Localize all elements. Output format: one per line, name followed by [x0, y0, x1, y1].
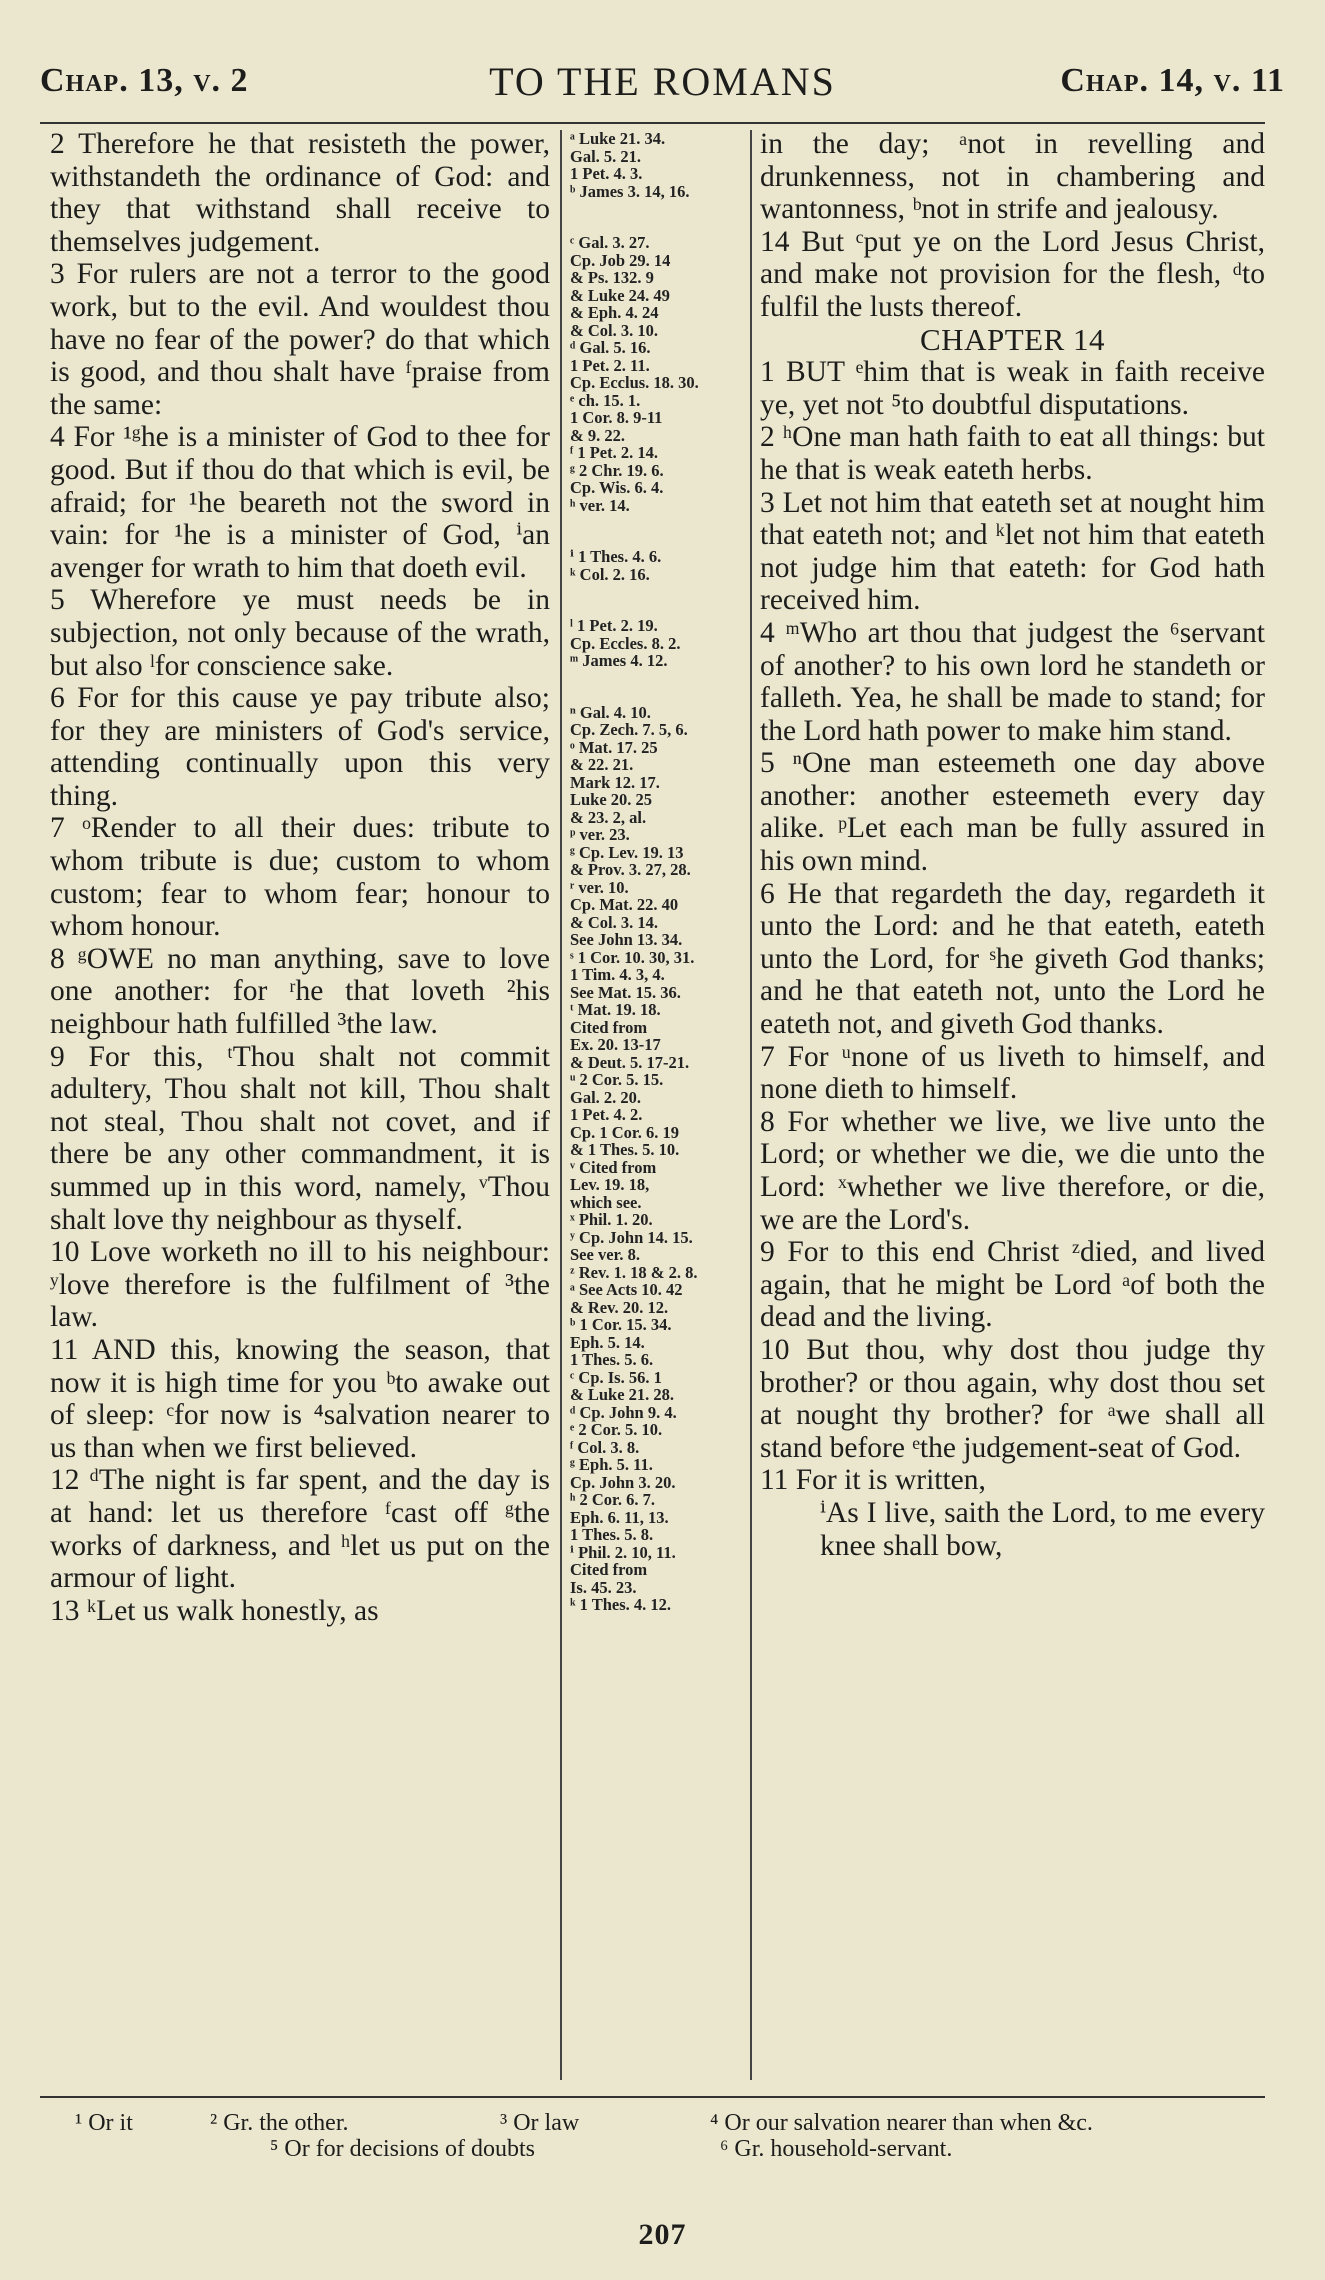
cross-reference: ᵉ ch. 15. 1. 1 Cor. 8. 9-11 & 9. 22.: [570, 390, 663, 445]
cross-reference: ᵘ 2 Cor. 5. 15. Gal. 2. 20. 1 Pet. 4. 2. Cp. 1 Cor. 6. 19 & 1 Thes. 5. 10.: [570, 1070, 680, 1159]
cross-reference: ˢ 1 Cor. 10. 30, 31. 1 Tim. 4. 3, 4. See Mat. 15. 36.: [570, 947, 695, 1002]
verse: 2 Therefore he that resisteth the power, withstandeth the ordinance of God: and they that withstand shall receive to themselves judgement.: [50, 128, 550, 258]
verse: 11 AND this, knowing the season, that now it is high time for you ᵇto awake out of sleep: ᶜfor now is ⁴salvation nearer to us than when we first believed.: [50, 1333, 550, 1464]
verse: 8 ᵍOWE no man anything, save to love one another: for ʳhe that loveth ²his neighbour hath fulfilled ³the law.: [50, 942, 550, 1041]
cross-reference: ᵈ Gal. 5. 16. 1 Pet. 2. 11. Cp. Ecclus. 18. 30.: [570, 338, 699, 392]
verse: 5 Wherefore ye must needs be in subjection, not only because of the wrath, but also ˡfor conscience sake.: [50, 584, 550, 682]
cross-reference: ᵍ Cp. Lev. 19. 13 & Prov. 3. 27, 28.: [570, 842, 691, 879]
cross-reference: ᵍ 2 Chr. 19. 6. Cp. Wis. 6. 4.: [570, 460, 664, 497]
verse: 11 For it is written,: [760, 1464, 986, 1497]
verse: 10 Love worketh no ill to his neighbour: ʸlove therefore is the fulfilment of ³the law.: [50, 1236, 550, 1334]
cross-reference-column: [560, 130, 752, 2080]
verse: 2 ʰOne man hath faith to eat all things: but he that is weak eateth herbs.: [760, 421, 1265, 486]
cross-reference: ᵒ Mat. 17. 25 & 22. 21. Mark 12. 17. Luke 20. 25 & 23. 2, al.: [570, 737, 660, 827]
verse: ⁱAs I live, saith the Lord, to me every knee shall bow,: [820, 1496, 1265, 1562]
footnote: ⁴ Or our salvation nearer than when &c.: [710, 2110, 1093, 2136]
cross-reference: ʰ 2 Cor. 6. 7. Eph. 6. 11, 13. 1 Thes. 5. 8.: [570, 1490, 669, 1544]
running-head-title: TO THE ROMANS: [489, 59, 836, 104]
verse: 3 Let not him that eateth set at nought him that eateth not; and ᵏlet not him that eateth not judge him that eateth: for God hath received him.: [760, 486, 1265, 617]
chapter-heading: CHAPTER 14: [920, 321, 1105, 357]
page-number: 207: [638, 2218, 687, 2251]
running-head: [40, 58, 1285, 110]
verse: 14 But ᶜput ye on the Lord Jesus Christ, and make not provision for the flesh, ᵈto fulfil the lusts thereof.: [760, 225, 1265, 323]
footnote: ¹ Or it: [75, 2110, 133, 2136]
verse: 8 For whether we live, we live unto the Lord; or whether we die, we die unto the Lord: ˣwhether we live therefore, or die, we are the Lord's.: [760, 1105, 1265, 1236]
footnote-rule: [40, 2096, 1265, 2098]
verse: 9 For to this end Christ ᶻdied, and lived again, that he might be Lord ᵃof both the dead and the living.: [760, 1236, 1265, 1334]
verse: 9 For this, ᵗThou shalt not commit adultery, Thou shalt not kill, Thou shalt not steal, Thou shalt not covet, and if there be any other commandment, it is summed up in this word, namely, ᵛThou shalt love thy neighbour as thyself.: [50, 1040, 550, 1236]
verse: 10 But thou, why dost thou judge thy brother? or thou again, why dost thou set at nought thy brother? for ᵃwe shall all stand before ᵉthe judgement-seat of God.: [760, 1333, 1265, 1464]
left-text-column: [50, 128, 550, 2078]
running-head-left: Chap. 13, v. 2: [40, 62, 249, 99]
cross-reference: ˣ Phil. 1. 20.: [570, 1210, 653, 1229]
cross-reference: ᵃ Luke 21. 34. Gal. 5. 21. 1 Pet. 4. 3.: [570, 130, 666, 183]
footnote: ⁶ Gr. household-servant.: [720, 2136, 953, 2162]
right-text-column: [760, 128, 1265, 2018]
cross-reference: ʰ ver. 14.: [570, 495, 630, 515]
cross-reference: ᵇ 1 Cor. 15. 34. Eph. 5. 14. 1 Thes. 5. 6.: [570, 1315, 672, 1369]
cross-reference: ᵍ Eph. 5. 11. Cp. John 3. 20.: [570, 1455, 676, 1492]
cross-reference: ᵉ 2 Cor. 5. 10.: [570, 1420, 663, 1439]
cross-reference: ᵈ Cp. John 9. 4.: [570, 1402, 677, 1422]
verse: 7 ᵒRender to all their dues: tribute to whom tribute is due; custom to whom custom; fear to whom fear; honour to whom honour.: [50, 812, 550, 943]
verse: 13 ᵏLet us walk honestly, as: [50, 1594, 379, 1627]
verse: 5 ⁿOne man esteemeth one day above another: another esteemeth every day alike. ᵖLet each man be fully assured in his own mind.: [760, 747, 1265, 878]
header-rule: [40, 122, 1265, 124]
cross-reference: ᶻ Rev. 1. 18 & 2. 8.: [570, 1262, 698, 1282]
verse: in the day; ᵃnot in revelling and drunkenness, not in chambering and wantonness, ᵇnot in strife and jealousy.: [760, 128, 1265, 226]
cross-reference: ᵇ James 3. 14, 16.: [570, 181, 690, 201]
cross-reference: ᵏ Col. 2. 16.: [570, 564, 650, 584]
cross-reference: ⁿ Gal. 4. 10. Cp. Zech. 7. 5, 6.: [570, 702, 688, 739]
running-head-right: Chap. 14, v. 11: [1060, 62, 1285, 99]
verse: 4 ᵐWho art thou that judgest the ⁶servant of another? to his own lord he standeth or falleth. Yea, he shall be made to stand; for the Lord hath power to make him stand.: [760, 616, 1265, 747]
footnote: ⁵ Or for decisions of doubts: [270, 2136, 535, 2162]
footnote: ² Gr. the other.: [210, 2110, 349, 2136]
verse: 4 For ¹ᵍhe is a minister of God to thee for good. But if thou do that which is evil, be afraid; for ¹he beareth not the sword in vain: for ¹he is a minister of God, ⁱan avenger for wrath to him that doeth evil.: [50, 421, 550, 584]
cross-reference: ᵏ 1 Thes. 4. 12.: [570, 1595, 672, 1614]
verse: 6 For for this cause ye pay tribute also; for they are ministers of God's service, attending continually upon this very thing.: [50, 682, 550, 812]
cross-reference: ⁱ Phil. 2. 10, 11. Cited from Is. 45. 23.: [570, 1542, 676, 1597]
cross-reference: ᵛ Cited from Lev. 19. 18, which see.: [570, 1157, 657, 1212]
verse: 3 For rulers are not a terror to the good work, but to the evil. And wouldest thou have no fear of the power? do that which is good, and thou shalt have ᶠpraise from the same:: [50, 258, 550, 421]
cross-reference: ᵗ Mat. 19. 18. Cited from Ex. 20. 13-17 & Deut. 5. 17-21.: [570, 1000, 690, 1072]
verse: 7 For ᵘnone of us liveth to himself, and none dieth to himself.: [760, 1040, 1265, 1106]
cross-reference: ʸ Cp. John 14. 15. See ver. 8.: [570, 1227, 693, 1264]
verse: 12 ᵈThe night is far spent, and the day is at hand: let us therefore ᶠcast off ᵍthe works of darkness, and ʰlet us put on the armour of light.: [50, 1464, 550, 1595]
footnote: ³ Or law: [500, 2110, 580, 2136]
cross-reference: ᶠ Col. 3. 8.: [570, 1437, 640, 1457]
cross-reference: ᵐ James 4. 12.: [570, 651, 668, 670]
cross-reference: ʳ ver. 10. Cp. Mat. 22. 40 & Col. 3. 14. See John 13. 34.: [570, 877, 683, 949]
cross-reference: ᵖ ver. 23.: [570, 825, 630, 844]
cross-reference: ᶠ 1 Pet. 2. 14.: [570, 443, 658, 462]
verse: 6 He that regardeth the day, regardeth it unto the Lord: and he that eateth, eateth unto the Lord, for ˢhe giveth God thanks; and he that eateth not, unto the Lord he eateth not, and giveth God thanks.: [760, 877, 1265, 1041]
cross-reference: ᶜ Cp. Is. 56. 1 & Luke 21. 28.: [570, 1367, 675, 1404]
cross-reference: ⁱ 1 Thes. 4. 6.: [570, 547, 662, 566]
verse: 1 BUT ᵉhim that is weak in faith receive ye, yet not ⁵to doubtful disputations.: [760, 356, 1265, 421]
cross-reference: ᵃ See Acts 10. 42 & Rev. 20. 12.: [570, 1280, 683, 1317]
cross-reference: ˡ 1 Pet. 2. 19. Cp. Eccles. 8. 2.: [570, 616, 681, 653]
cross-reference: ᶜ Gal. 3. 27. Cp. Job 29. 14 & Ps. 132. 9 & Luke 24. 49 & Eph. 4. 24 & Col. 3. 10.: [570, 233, 671, 340]
